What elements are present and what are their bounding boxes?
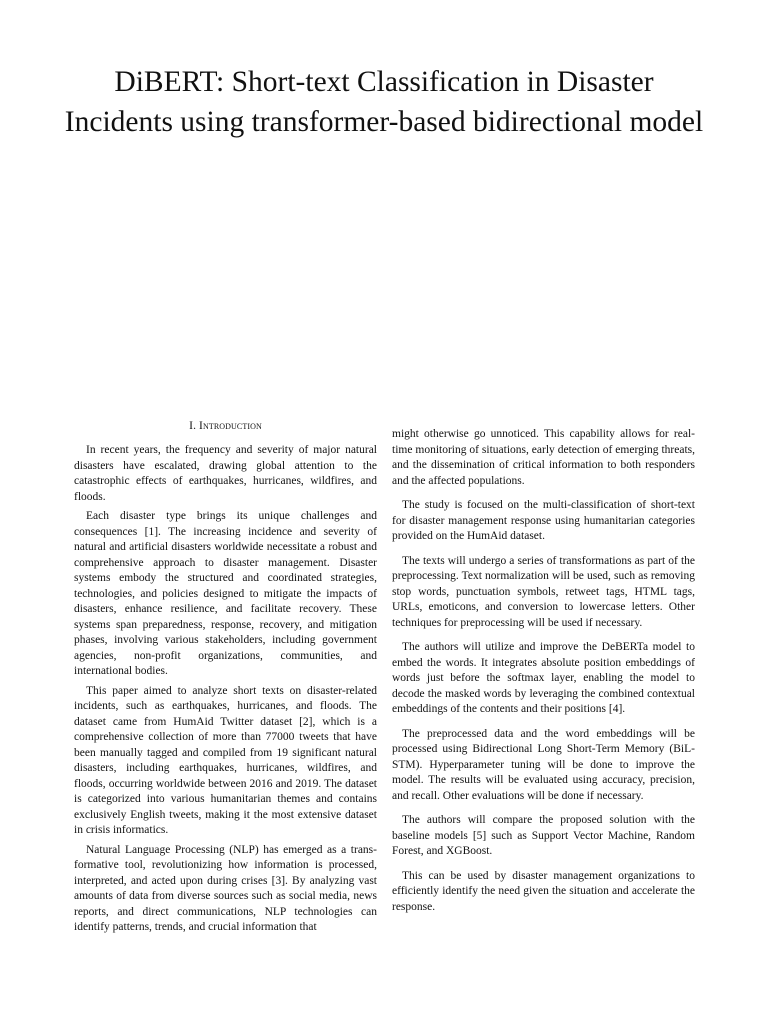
paragraph: The study is focused on the multi-classification of short-text for disaster management response using humanitarian categories provided on the HumAid dataset. <box>392 499 695 542</box>
paragraph: The texts will undergo a series of transformations as part of the preprocessing. Text normalization will be used, such as removing stop words, punctuation symbols, retweet tags, HTML tags, URLs, emoticons, and conversion to lowercase letters. Other techniques for preprocessing will be used if necessary. <box>392 554 695 629</box>
paragraph: This paper aimed to analyze short texts on disaster-related incidents, such as earthquakes, hurricanes, and floods. The dataset came from HumAid Twitter dataset [2], which is a comprehensive collection of more than 77000 tweets that have been manually tagged and compiled from 19 significant natural disasters, including earthquakes, hurricanes, wildfires, and floods, occurring worldwide between 2016 and 2019. The dataset is categorized into various humanitarian themes and contains exclusively English tweets, making it the most extensive dataset in crisis informatics. <box>74 684 377 836</box>
paragraph: The authors will compare the proposed solution with the baseline models [5] such as Support Vector Machine, Random Forest, and XGBoost. <box>392 814 695 857</box>
paragraph: This can be used by disaster management organizations to efficiently identify the need given the situation and accelerate the response. <box>392 869 695 913</box>
paragraph-continuation: might otherwise go unnoticed. This capability allows for real-time monitoring of situations, early detection of emerging threats, and the dissemination of critical information to both responders and the affected populations. <box>392 428 695 487</box>
paragraph: The authors will utilize and improve the DeBERTa model to embed the words. It integrates absolute position embeddings of words just before the softmax layer, enabling the model to decode the masked words by leveraging the combined contextual embeddings of the contents and their positions [4]. <box>392 641 695 715</box>
left-column <box>74 419 377 940</box>
section-number: I. <box>189 420 197 432</box>
paragraph: In recent years, the frequency and severity of major natural disasters have escalated, drawing global attention to the catastrophic effects of earthquakes, hurricanes, wildfires, and floods. <box>74 444 377 503</box>
section-title: Introduction <box>199 420 262 432</box>
paragraph: Each disaster type brings its unique challenges and consequences [1]. The increasing incidence and severity of natural and artificial disasters worldwide necessitate a robust and comprehensive approach to disaster management. Disaster systems embody the structured and coordinated strategies, technologies, and policies designed to mitigate the impacts of disasters, enhance resilience, and facilitate recovery. These systems span preparedness, response, recovery, and mitigation phases, involving various stakeholders, including government agencies, non-profit organizations, communities, and international bodies. <box>74 510 377 677</box>
paper-title: DiBERT: Short-text Classification in Disaster Incidents using transformer-based bidirectional model <box>64 66 704 138</box>
section-heading <box>74 419 377 434</box>
paragraph: The preprocessed data and the word embeddings will be processed using Bidirectional Long Short-Term Memory (BiL- STM). Hyperparameter tuning will be done to improve the model. The results will be evaluated using accuracy, precision, and recall. Other evaluations will be done if necessary. <box>392 727 695 802</box>
right-column <box>392 427 695 924</box>
paragraph: Natural Language Processing (NLP) has emerged as a trans- formative tool, revolutionizing how information is processed, interpreted, and acted upon during crises [3]. By analyzing vast amounts of data from diverse sources such as social media, news reports, and direct communications, NLP technologies can identify patterns, trends, and crucial information that <box>74 843 377 933</box>
